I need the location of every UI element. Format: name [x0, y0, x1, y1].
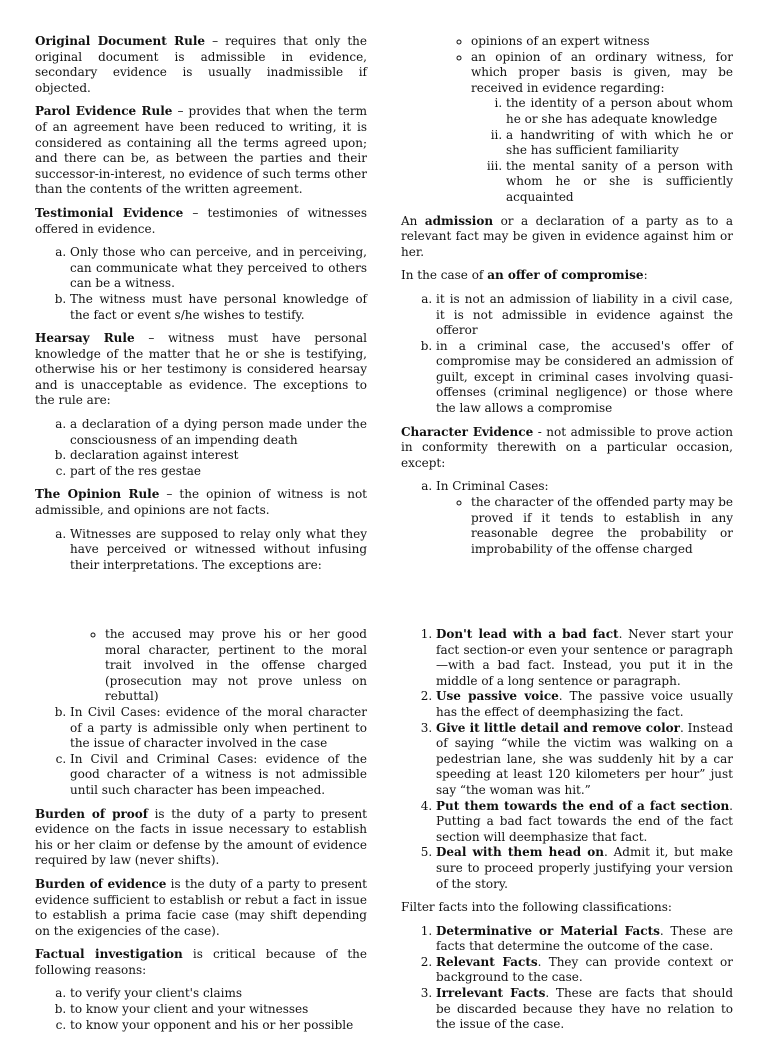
burden-of-evidence-paragraph: Burden of evidence is the duty of a party to present evidence sufficient to establish or rebut a fact in issue to establish a prima facie case (may shift depending on the exigencies of the case). — [35, 876, 367, 938]
opinion-exceptions-list — [401, 34, 733, 206]
list-item: 5. Deal with them head on. Admit it, but make sure to proceed properly justifying your version of the story. — [436, 845, 733, 892]
list-item: ii. a handwriting of with which he or she has sufficient familiarity — [506, 128, 733, 159]
parol-evidence-paragraph: Parol Evidence Rule – provides that when the term of an agreement have been reduced to writing, it is considered as containing all the terms agreed upon; and there can be, as between the parties and their successor-in-interest, no evidence of such terms other than the contents of the written agreement. — [35, 104, 367, 197]
list-item: b. in a criminal case, the accused's offer of compromise may be considered an admission of guilt, except in criminal cases involving quasi-offenses (criminal negligence) or those where the law allows a compromise — [436, 339, 733, 417]
list-item: iii. the mental sanity of a person with whom he or she is sufficiently acquainted — [506, 159, 733, 206]
term-offer-of-compromise: an offer of compromise — [487, 268, 644, 283]
list-item: 2. Use passive voice. The passive voice usually has the effect of deemphasizing the fact. — [436, 689, 733, 720]
list-item: b. The witness must have personal knowledge of the fact or event s/he wishes to testify. — [70, 292, 367, 323]
term-hearsay-rule: Hearsay Rule — [35, 331, 135, 346]
left-column — [35, 627, 367, 1041]
list-item: 1. Determinative or Material Facts. These are facts that determine the outcome of the case. — [436, 924, 733, 955]
right-column — [401, 34, 733, 565]
term-burden-of-evidence: Burden of evidence — [35, 876, 167, 891]
opinion-rule-paragraph: The Opinion Rule – the opinion of witness is not admissible, and opinions are not facts. — [35, 487, 367, 518]
list-item: ◦ opinions of an expert witness — [471, 34, 733, 50]
term-parol-evidence: Parol Evidence Rule — [35, 104, 173, 119]
list-item: 2. Relevant Facts. They can provide context or background to the case. — [436, 955, 733, 986]
list-item: 4. Put them towards the end of a fact section. Putting a bad fact towards the end of the fact section will deemphasize that fact. — [436, 799, 733, 846]
term-burden-of-proof: Burden of proof — [35, 806, 148, 821]
term-testimonial-evidence: Testimonial Evidence — [35, 205, 184, 220]
admission-paragraph: An admission or a declaration of a party as to a relevant fact may be given in evidence against him or her. — [401, 213, 733, 259]
list-item: b. In Civil Cases: evidence of the moral character of a party is admissible only when pertinent to the issue of character involved in the case — [70, 705, 367, 752]
list-item: b. to know your client and your witnesses — [70, 1002, 367, 1018]
character-evidence-paragraph: Character Evidence - not admissible to prove action in conformity therewith on a particular occasion, except: — [401, 424, 733, 470]
bad-fact-tips-list — [401, 627, 733, 892]
term-original-document: Original Document Rule — [35, 34, 206, 48]
list-item: a. Only those who can perceive, and in perceiving, can communicate what they perceived to others can be a witness. — [70, 245, 367, 292]
list-item: b. declaration against interest — [70, 448, 367, 464]
term-admission: admission — [424, 213, 494, 228]
left-column — [35, 34, 367, 581]
list-item: a. Witnesses are supposed to relay only what they have perceived or witnessed without infusing their interpretations. The exceptions are: — [70, 527, 367, 574]
list-item: 1. Don't lead with a bad fact. Never start your fact section-or even your sentence or paragraph—with a bad fact. Instead, you put it in the middle of a long sentence or paragraph. — [436, 627, 733, 689]
case-types-list — [35, 705, 367, 799]
list-item: ◦ an opinion of an ordinary witness, for which proper basis is given, may be received in evidence regarding: i. the identity of a person about whom he or she has adequate knowledge ii. a handwriting of with which he or she has sufficient familiarity iii. the mental sanity of a person with whom he or she is sufficiently acquainted — [471, 50, 733, 206]
list-item: ◦ the character of the offended party may be proved if it tends to establish in any reasonable degree the probability or improbability of the offense charged — [471, 495, 733, 557]
hearsay-paragraph: Hearsay Rule – witness must have personal knowledge of the matter that he or she is testifying, otherwise his or her testimony is considered hearsay and is unacceptable as evidence. The exceptions to the rule are: — [35, 331, 367, 408]
right-column — [401, 627, 733, 1041]
filter-facts-intro: Filter facts into the following classifications: — [401, 900, 672, 915]
compromise-paragraph: In the case of an offer of compromise: — [401, 268, 648, 283]
list-item: ◦ the accused may prove his or her good moral character, pertinent to the moral trait involved in the offense charged (prosecution may not prove unless on rebuttal) — [105, 627, 367, 705]
ordinary-witness-list — [471, 96, 733, 205]
original-document-paragraph: Original Document Rule – requires that only the original document is admissible in evidence, secondary evidence is usually inadmissible if objected. — [35, 34, 367, 95]
list-item: i. the identity of a person about whom he or she has adequate knowledge — [506, 96, 733, 127]
hearsay-exceptions-list — [35, 417, 367, 479]
term-factual-investigation: Factual investigation — [35, 947, 183, 962]
fact-classifications-list — [401, 924, 733, 1033]
testimonial-list — [35, 245, 367, 323]
list-item: a. to verify your client's claims — [70, 986, 367, 1002]
compromise-list — [401, 292, 733, 417]
burden-of-proof-paragraph: Burden of proof is the duty of a party to present evidence on the facts in issue necessary to establish his or her claim or defense by the amount of evidence required by law (never shifts). — [35, 806, 368, 868]
list-item: c. part of the res gestae — [70, 464, 367, 480]
list-item: c. to know your opponent and his or her possible — [70, 1018, 367, 1034]
testimonial-evidence-paragraph: Testimonial Evidence – testimonies of witnesses offered in evidence. — [35, 205, 367, 236]
list-item: a. it is not an admission of liability in a civil case, it is not admissible in evidence against the offeror — [436, 292, 733, 339]
factual-investigation-paragraph: Factual investigation is critical because of the following reasons: — [35, 947, 368, 977]
term-opinion-rule: The Opinion Rule — [35, 487, 160, 502]
page-bottom — [0, 512, 768, 1032]
reasons-list — [35, 986, 367, 1033]
list-item: a. In Criminal Cases: ◦ the character of the offended party may be proved if it tends to establish in any reasonable degree the probability or improbability of the offense charged — [436, 479, 733, 557]
list-item: c. In Civil and Criminal Cases: evidence of the good character of a witness is not admissible until such character has been impeached. — [70, 752, 367, 799]
list-item: 3. Irrelevant Facts. These are facts that should be discarded because they have no relation to the issue of the case. — [436, 986, 733, 1033]
term-character-evidence: Character Evidence — [401, 424, 534, 439]
list-item: a. a declaration of a dying person made under the consciousness of an impending death — [70, 417, 367, 448]
list-item: 3. Give it little detail and remove color. Instead of saying “while the victim was walking on a pedestrian lane, she was suddenly hit by a car speeding at least 120 kilometers per hour” just say “the woman was hit.” — [436, 721, 733, 799]
accused-character-list — [35, 627, 367, 705]
